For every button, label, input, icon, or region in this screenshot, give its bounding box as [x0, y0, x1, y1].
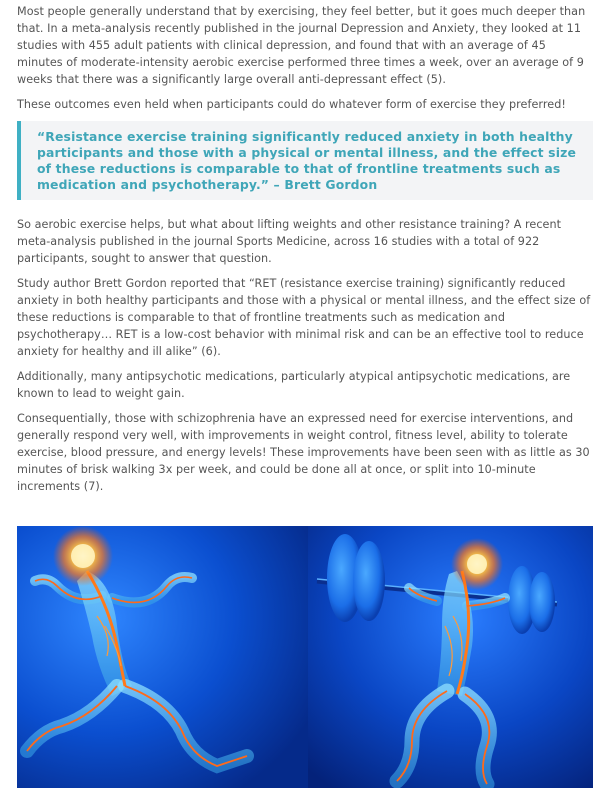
- article-body: [17, 0, 593, 495]
- paragraph-antipsychotics: Additionally, many antipsychotic medications, particularly atypical antipsychotic medications, are known to lead to weight gain.: [17, 370, 571, 400]
- exercise-illustration-graphic: [17, 526, 593, 788]
- exercise-illustration: [17, 526, 593, 788]
- paragraph-intro: Most people generally understand that by exercising, they feel better, but it goes much deeper than that. In a meta-analysis recently published in the journal Depression and Anxiety, they looked at 11 studies with 455 adult patients with clinical depression, and found that with an average of 45 minutes of moderate-intensity aerobic exercise performed three times a week, over an average of 9 weeks that there was a significantly large overall anti-depressant effect (5).: [17, 5, 586, 86]
- pullquote-text: “Resistance exercise training significantly reduced anxiety in both healthy participants and those with a physical or mental illness, and the effect size of these reductions is comparable to that of frontline treatments such as medication and psychotherapy.” – Brett Gordon: [37, 129, 577, 192]
- paragraph-resistance-question: So aerobic exercise helps, but what about lifting weights and other resistance training? A recent meta-analysis published in the journal Sports Medicine, across 16 studies with a total of 922 participants, sought to answer that question.: [17, 218, 562, 265]
- paragraph-schizophrenia: Consequentially, those with schizophrenia have an expressed need for exercise interventions, and generally respond very well, with improvements in weight control, fitness level, ability to tolerate exercise, blood pressure, and energy levels! These improvements have been seen with as little as 30 minutes of brisk walking 3x per week, and could be done all at once, or split into 10-minute increments (7).: [17, 412, 590, 493]
- paragraph-gordon-report: Study author Brett Gordon reported that “RET (resistance exercise training) significantly reduced anxiety in both healthy participants and those with a physical or mental illness, and the effect size of these reductions is comparable to that of frontline treatments such as medication and psychotherapy… RET is a low-cost behavior with minimal risk and can be an effective tool to reduce anxiety for healthy and ill alike” (6).: [17, 277, 591, 358]
- pullquote: [17, 121, 593, 200]
- paragraph-preference: These outcomes even held when participants could do whatever form of exercise they preferred!: [17, 98, 566, 111]
